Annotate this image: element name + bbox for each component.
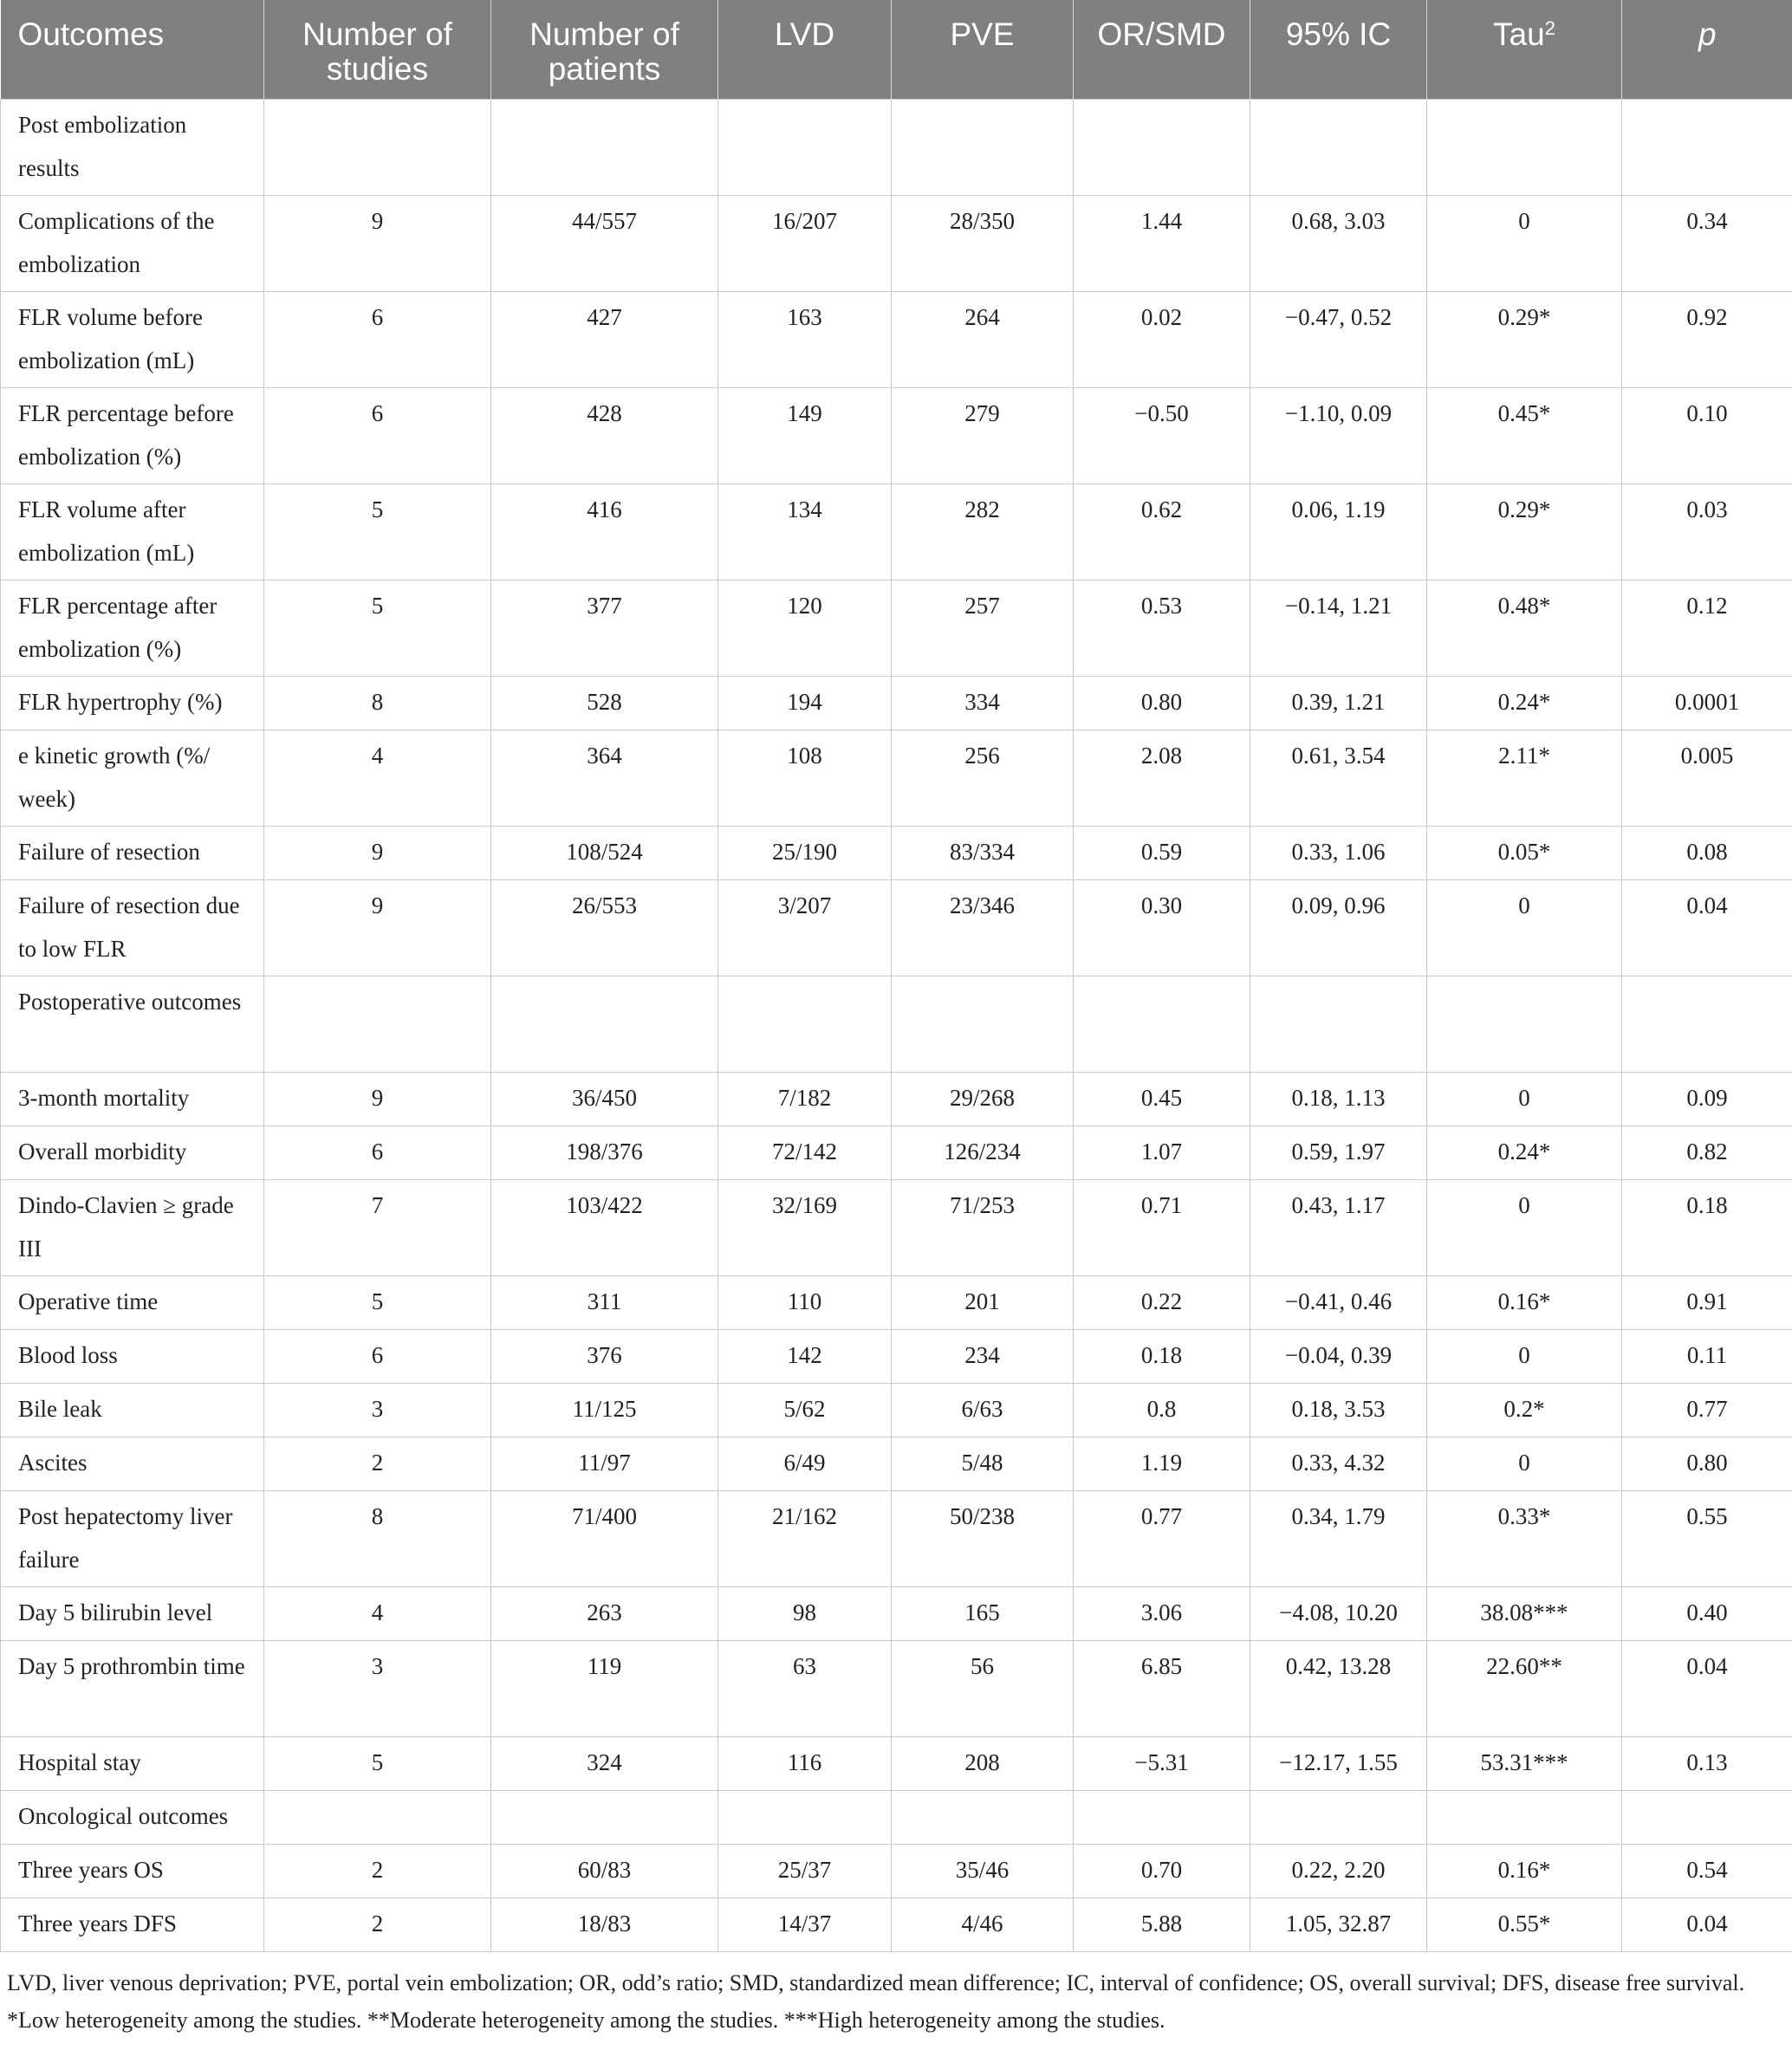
- cell-tau: 0: [1427, 880, 1622, 976]
- cell-pve: [892, 100, 1074, 196]
- table-row: [1, 1491, 1792, 1587]
- cell-p: [1622, 1791, 1792, 1845]
- table-header: [1, 0, 1792, 100]
- table-row: [1, 677, 1792, 730]
- cell-outcome: Day 5 prothrombin time: [1, 1641, 264, 1737]
- cell-patients: [491, 100, 718, 196]
- cell-studies: 5: [264, 1276, 491, 1330]
- cell-patients: 377: [491, 581, 718, 677]
- cell-studies: 2: [264, 1845, 491, 1898]
- header-outcomes: Outcomes: [1, 0, 264, 100]
- header-lvd: LVD: [718, 0, 892, 100]
- cell-p: 0.34: [1622, 196, 1792, 292]
- cell-p: 0.18: [1622, 1180, 1792, 1276]
- cell-outcome: Post embolization results: [1, 100, 264, 196]
- cell-or-smd: 0.53: [1074, 581, 1250, 677]
- cell-outcome: Three years OS: [1, 1845, 264, 1898]
- cell-pve: 234: [892, 1330, 1074, 1384]
- table-row: [1, 1276, 1792, 1330]
- table-row: [1, 484, 1792, 581]
- cell-studies: 8: [264, 677, 491, 730]
- cell-tau: [1427, 100, 1622, 196]
- table-row: [1, 1845, 1792, 1898]
- cell-studies: [264, 1791, 491, 1845]
- cell-or-smd: 0.80: [1074, 677, 1250, 730]
- cell-or-smd: 0.22: [1074, 1276, 1250, 1330]
- cell-outcome: FLR percentage before embolization (%): [1, 388, 264, 484]
- cell-tau: 22.60**: [1427, 1641, 1622, 1737]
- cell-studies: 6: [264, 388, 491, 484]
- cell-pve: 50/238: [892, 1491, 1074, 1587]
- cell-or-smd: 0.30: [1074, 880, 1250, 976]
- cell-pve: 208: [892, 1737, 1074, 1791]
- cell-lvd: [718, 100, 892, 196]
- cell-outcome: FLR volume after embolization (mL): [1, 484, 264, 581]
- cell-patients: 119: [491, 1641, 718, 1737]
- cell-tau: 0.05*: [1427, 827, 1622, 880]
- cell-ic: [1250, 1791, 1427, 1845]
- cell-ic: 1.05, 32.87: [1250, 1898, 1427, 1952]
- cell-lvd: 142: [718, 1330, 892, 1384]
- cell-outcome: e kinetic growth (%/ week): [1, 730, 264, 827]
- cell-outcome: Overall morbidity: [1, 1126, 264, 1180]
- cell-ic: −0.04, 0.39: [1250, 1330, 1427, 1384]
- cell-p: 0.005: [1622, 730, 1792, 827]
- cell-or-smd: 5.88: [1074, 1898, 1250, 1952]
- cell-pve: 6/63: [892, 1384, 1074, 1437]
- cell-pve: 165: [892, 1587, 1074, 1641]
- cell-lvd: 32/169: [718, 1180, 892, 1276]
- cell-studies: 6: [264, 1330, 491, 1384]
- cell-lvd: 6/49: [718, 1437, 892, 1491]
- cell-patients: 71/400: [491, 1491, 718, 1587]
- cell-patients: 376: [491, 1330, 718, 1384]
- table-row: [1, 1073, 1792, 1126]
- cell-or-smd: 0.71: [1074, 1180, 1250, 1276]
- cell-studies: 2: [264, 1898, 491, 1952]
- cell-patients: 26/553: [491, 880, 718, 976]
- cell-studies: 8: [264, 1491, 491, 1587]
- cell-pve: 56: [892, 1641, 1074, 1737]
- cell-outcome: FLR volume before embolization (mL): [1, 292, 264, 388]
- cell-outcome: Hospital stay: [1, 1737, 264, 1791]
- table-row: [1, 1898, 1792, 1952]
- table-row: [1, 100, 1792, 196]
- cell-lvd: 149: [718, 388, 892, 484]
- cell-p: 0.40: [1622, 1587, 1792, 1641]
- table-row: [1, 976, 1792, 1073]
- cell-studies: 6: [264, 292, 491, 388]
- cell-p: 0.0001: [1622, 677, 1792, 730]
- table-row: [1, 1641, 1792, 1737]
- cell-lvd: 110: [718, 1276, 892, 1330]
- cell-lvd: 5/62: [718, 1384, 892, 1437]
- cell-lvd: 134: [718, 484, 892, 581]
- cell-p: 0.04: [1622, 1641, 1792, 1737]
- cell-ic: [1250, 976, 1427, 1073]
- cell-pve: 256: [892, 730, 1074, 827]
- cell-lvd: 7/182: [718, 1073, 892, 1126]
- cell-ic: 0.22, 2.20: [1250, 1845, 1427, 1898]
- cell-lvd: 98: [718, 1587, 892, 1641]
- table-row: [1, 1437, 1792, 1491]
- header-p: [1622, 0, 1792, 100]
- cell-ic: 0.18, 3.53: [1250, 1384, 1427, 1437]
- cell-studies: 9: [264, 1073, 491, 1126]
- footnote-abbreviations: LVD, liver venous deprivation; PVE, portal vein embolization; OR, odd’s ratio; SMD, standardized mean difference; IC, interval of confidence; OS, overall survival; DFS, disease free survival.: [7, 1970, 1745, 1995]
- cell-studies: 9: [264, 827, 491, 880]
- cell-lvd: 25/37: [718, 1845, 892, 1898]
- cell-patients: 364: [491, 730, 718, 827]
- cell-patients: 416: [491, 484, 718, 581]
- cell-studies: 5: [264, 1737, 491, 1791]
- header-studies-line2: studies: [326, 51, 429, 87]
- header-p-text: p: [1698, 16, 1717, 52]
- cell-outcome: FLR percentage after embolization (%): [1, 581, 264, 677]
- cell-studies: 9: [264, 880, 491, 976]
- cell-pve: 282: [892, 484, 1074, 581]
- cell-ic: 0.39, 1.21: [1250, 677, 1427, 730]
- cell-outcome: Operative time: [1, 1276, 264, 1330]
- cell-lvd: 63: [718, 1641, 892, 1737]
- cell-studies: 6: [264, 1126, 491, 1180]
- cell-ic: 0.42, 13.28: [1250, 1641, 1427, 1737]
- cell-patients: [491, 976, 718, 1073]
- cell-or-smd: 2.08: [1074, 730, 1250, 827]
- cell-patients: 18/83: [491, 1898, 718, 1952]
- cell-pve: 5/48: [892, 1437, 1074, 1491]
- cell-lvd: 3/207: [718, 880, 892, 976]
- table-row: [1, 388, 1792, 484]
- cell-studies: 3: [264, 1384, 491, 1437]
- cell-tau: 0.45*: [1427, 388, 1622, 484]
- cell-ic: 0.09, 0.96: [1250, 880, 1427, 976]
- cell-lvd: 116: [718, 1737, 892, 1791]
- cell-or-smd: [1074, 1791, 1250, 1845]
- cell-ic: 0.33, 4.32: [1250, 1437, 1427, 1491]
- header-95-ic: 95% IC: [1250, 0, 1427, 100]
- header-pve: PVE: [892, 0, 1074, 100]
- cell-outcome: Post hepatectomy liver failure: [1, 1491, 264, 1587]
- cell-tau: [1427, 976, 1622, 1073]
- cell-p: 0.08: [1622, 827, 1792, 880]
- cell-p: 0.09: [1622, 1073, 1792, 1126]
- cell-patients: 11/97: [491, 1437, 718, 1491]
- table-row: [1, 1791, 1792, 1845]
- table-row: [1, 1384, 1792, 1437]
- cell-or-smd: 3.06: [1074, 1587, 1250, 1641]
- cell-outcome: Day 5 bilirubin level: [1, 1587, 264, 1641]
- cell-tau: 0: [1427, 1073, 1622, 1126]
- cell-patients: [491, 1791, 718, 1845]
- cell-tau: 0: [1427, 1437, 1622, 1491]
- cell-or-smd: −0.50: [1074, 388, 1250, 484]
- cell-pve: 264: [892, 292, 1074, 388]
- cell-outcome: Failure of resection due to low FLR: [1, 880, 264, 976]
- header-number-of-patients: [491, 0, 718, 100]
- cell-pve: 257: [892, 581, 1074, 677]
- cell-pve: 201: [892, 1276, 1074, 1330]
- cell-tau: 0.29*: [1427, 292, 1622, 388]
- cell-tau: 0.16*: [1427, 1845, 1622, 1898]
- cell-pve: 126/234: [892, 1126, 1074, 1180]
- cell-studies: 2: [264, 1437, 491, 1491]
- cell-tau: [1427, 1791, 1622, 1845]
- cell-ic: 0.33, 1.06: [1250, 827, 1427, 880]
- cell-or-smd: 0.77: [1074, 1491, 1250, 1587]
- header-number-of-studies: [264, 0, 491, 100]
- cell-tau: 0.24*: [1427, 677, 1622, 730]
- cell-or-smd: [1074, 100, 1250, 196]
- cell-outcome: Complications of the embolization: [1, 196, 264, 292]
- table-row: [1, 1330, 1792, 1384]
- cell-tau: 38.08***: [1427, 1587, 1622, 1641]
- cell-patients: 103/422: [491, 1180, 718, 1276]
- cell-pve: [892, 976, 1074, 1073]
- cell-pve: 28/350: [892, 196, 1074, 292]
- footnote-heterogeneity: *Low heterogeneity among the studies. **Moderate heterogeneity among the studies. ***High heterogeneity among the studies.: [7, 2008, 1165, 2033]
- cell-or-smd: 6.85: [1074, 1641, 1250, 1737]
- cell-lvd: 72/142: [718, 1126, 892, 1180]
- cell-outcome: Three years DFS: [1, 1898, 264, 1952]
- table-row: [1, 827, 1792, 880]
- cell-tau: 0.33*: [1427, 1491, 1622, 1587]
- cell-studies: 4: [264, 730, 491, 827]
- cell-ic: 0.68, 3.03: [1250, 196, 1427, 292]
- table-body: [1, 100, 1792, 1952]
- cell-ic: −1.10, 0.09: [1250, 388, 1427, 484]
- cell-lvd: 163: [718, 292, 892, 388]
- table-row: [1, 1737, 1792, 1791]
- cell-patients: 528: [491, 677, 718, 730]
- header-patients-line2: patients: [548, 51, 661, 87]
- cell-ic: −12.17, 1.55: [1250, 1737, 1427, 1791]
- cell-lvd: 14/37: [718, 1898, 892, 1952]
- cell-p: 0.92: [1622, 292, 1792, 388]
- table-row: [1, 880, 1792, 976]
- cell-patients: 263: [491, 1587, 718, 1641]
- cell-pve: 23/346: [892, 880, 1074, 976]
- header-studies-line1: Number of: [302, 16, 452, 52]
- cell-tau: 0: [1427, 1330, 1622, 1384]
- header-tau2: [1427, 0, 1622, 100]
- cell-p: 0.04: [1622, 880, 1792, 976]
- cell-or-smd: −5.31: [1074, 1737, 1250, 1791]
- cell-p: 0.11: [1622, 1330, 1792, 1384]
- cell-pve: 83/334: [892, 827, 1074, 880]
- table-row: [1, 1180, 1792, 1276]
- cell-ic: [1250, 100, 1427, 196]
- cell-tau: 0.55*: [1427, 1898, 1622, 1952]
- cell-or-smd: 0.59: [1074, 827, 1250, 880]
- cell-pve: 35/46: [892, 1845, 1074, 1898]
- cell-ic: 0.61, 3.54: [1250, 730, 1427, 827]
- cell-ic: 0.18, 1.13: [1250, 1073, 1427, 1126]
- cell-or-smd: 0.45: [1074, 1073, 1250, 1126]
- cell-ic: 0.06, 1.19: [1250, 484, 1427, 581]
- cell-lvd: 25/190: [718, 827, 892, 880]
- cell-p: 0.91: [1622, 1276, 1792, 1330]
- cell-outcome: Blood loss: [1, 1330, 264, 1384]
- cell-tau: 0: [1427, 1180, 1622, 1276]
- cell-ic: −0.41, 0.46: [1250, 1276, 1427, 1330]
- cell-studies: 5: [264, 484, 491, 581]
- table-footnote: [0, 1952, 1792, 2039]
- cell-p: 0.82: [1622, 1126, 1792, 1180]
- table-row: [1, 581, 1792, 677]
- cell-p: [1622, 100, 1792, 196]
- cell-or-smd: 0.62: [1074, 484, 1250, 581]
- cell-patients: 60/83: [491, 1845, 718, 1898]
- cell-outcome: Ascites: [1, 1437, 264, 1491]
- cell-lvd: [718, 1791, 892, 1845]
- header-patients-line1: Number of: [529, 16, 679, 52]
- cell-patients: 44/557: [491, 196, 718, 292]
- cell-studies: 7: [264, 1180, 491, 1276]
- cell-lvd: 108: [718, 730, 892, 827]
- cell-patients: 198/376: [491, 1126, 718, 1180]
- cell-patients: 36/450: [491, 1073, 718, 1126]
- cell-tau: 0: [1427, 196, 1622, 292]
- cell-ic: −0.14, 1.21: [1250, 581, 1427, 677]
- cell-p: 0.04: [1622, 1898, 1792, 1952]
- table-row: [1, 196, 1792, 292]
- header-or-smd: OR/SMD: [1074, 0, 1250, 100]
- cell-or-smd: 1.07: [1074, 1126, 1250, 1180]
- cell-lvd: 120: [718, 581, 892, 677]
- cell-or-smd: 0.70: [1074, 1845, 1250, 1898]
- cell-studies: 9: [264, 196, 491, 292]
- cell-ic: −0.47, 0.52: [1250, 292, 1427, 388]
- cell-outcome: 3-month mortality: [1, 1073, 264, 1126]
- cell-p: 0.77: [1622, 1384, 1792, 1437]
- cell-outcome: FLR hypertrophy (%): [1, 677, 264, 730]
- cell-pve: 334: [892, 677, 1074, 730]
- cell-patients: 324: [491, 1737, 718, 1791]
- cell-lvd: 16/207: [718, 196, 892, 292]
- cell-or-smd: 1.44: [1074, 196, 1250, 292]
- cell-ic: 0.43, 1.17: [1250, 1180, 1427, 1276]
- cell-or-smd: 1.19: [1074, 1437, 1250, 1491]
- header-row: [1, 0, 1792, 100]
- cell-pve: 71/253: [892, 1180, 1074, 1276]
- cell-p: [1622, 976, 1792, 1073]
- cell-outcome: Postoperative outcomes: [1, 976, 264, 1073]
- cell-studies: 5: [264, 581, 491, 677]
- table-row: [1, 1587, 1792, 1641]
- cell-tau: 0.24*: [1427, 1126, 1622, 1180]
- cell-outcome: Oncological outcomes: [1, 1791, 264, 1845]
- cell-studies: [264, 976, 491, 1073]
- cell-patients: 11/125: [491, 1384, 718, 1437]
- cell-ic: −4.08, 10.20: [1250, 1587, 1427, 1641]
- cell-or-smd: 0.02: [1074, 292, 1250, 388]
- cell-p: 0.55: [1622, 1491, 1792, 1587]
- cell-p: 0.13: [1622, 1737, 1792, 1791]
- cell-outcome: Dindo-Clavien ≥ grade III: [1, 1180, 264, 1276]
- table-row: [1, 292, 1792, 388]
- cell-p: 0.80: [1622, 1437, 1792, 1491]
- cell-patients: 427: [491, 292, 718, 388]
- cell-pve: 279: [892, 388, 1074, 484]
- cell-patients: 428: [491, 388, 718, 484]
- cell-studies: 4: [264, 1587, 491, 1641]
- cell-p: 0.10: [1622, 388, 1792, 484]
- cell-ic: 0.59, 1.97: [1250, 1126, 1427, 1180]
- table-row: [1, 730, 1792, 827]
- cell-tau: 53.31***: [1427, 1737, 1622, 1791]
- cell-tau: 0.16*: [1427, 1276, 1622, 1330]
- cell-tau: 0.48*: [1427, 581, 1622, 677]
- cell-pve: [892, 1791, 1074, 1845]
- cell-studies: [264, 100, 491, 196]
- cell-ic: 0.34, 1.79: [1250, 1491, 1427, 1587]
- cell-tau: 0.29*: [1427, 484, 1622, 581]
- cell-studies: 3: [264, 1641, 491, 1737]
- cell-lvd: 21/162: [718, 1491, 892, 1587]
- cell-patients: 108/524: [491, 827, 718, 880]
- cell-or-smd: 0.18: [1074, 1330, 1250, 1384]
- cell-or-smd: [1074, 976, 1250, 1073]
- cell-lvd: 194: [718, 677, 892, 730]
- cell-outcome: Failure of resection: [1, 827, 264, 880]
- cell-patients: 311: [491, 1276, 718, 1330]
- cell-outcome: Bile leak: [1, 1384, 264, 1437]
- cell-or-smd: 0.8: [1074, 1384, 1250, 1437]
- cell-p: 0.54: [1622, 1845, 1792, 1898]
- cell-pve: 4/46: [892, 1898, 1074, 1952]
- cell-tau: 2.11*: [1427, 730, 1622, 827]
- cell-tau: 0.2*: [1427, 1384, 1622, 1437]
- cell-p: 0.12: [1622, 581, 1792, 677]
- cell-p: 0.03: [1622, 484, 1792, 581]
- cell-pve: 29/268: [892, 1073, 1074, 1126]
- cell-lvd: [718, 976, 892, 1073]
- table-row: [1, 1126, 1792, 1180]
- header-tau-superscript: 2: [1544, 16, 1555, 39]
- header-tau-text: Tau: [1493, 16, 1545, 52]
